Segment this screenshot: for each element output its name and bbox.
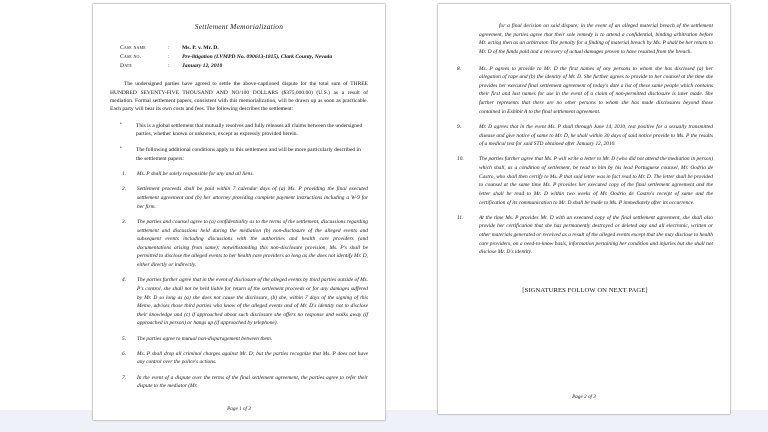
case-caption [120,44,368,71]
item-text: Ms. P agrees to provide to Mr. D the first names of any persons to whom she has disclosed (a) her allegation of rape and (b) the identity of Mr. D. She further agrees to provide to her counsel at the time she provides her executed final settlement agreement of today's date a list of these same people which contains their first and last names for use in the event of a claim of non-permitted disclosure is later made. She further represents that there are no other persons to whom she has made disclosures beyond those contained in Exhibit A to the final settlement agreement. [479,65,713,115]
numbered-list-page-2 [457,65,713,257]
numbered-list-page-1 [110,170,368,390]
numbered-item [457,214,713,257]
caption-label-case-no: Case no. [120,54,142,61]
caption-value-date: January 12, 2010 [182,63,223,70]
item-number: 11. [457,214,464,221]
caption-label-case-name: Case name [120,45,146,51]
item-text: Ms. P shall drop all criminal charges against Mr. D; but the parties recognize that Ms. P does not have any control over the police's actions. [137,350,368,366]
numbered-item [457,155,713,207]
item-number: 7. [122,374,127,381]
item-text: Settlement proceeds shall be paid within 7 calendar days of (a) Ms. P providing the final executed settlement agreement and (b) her attorney providing complete payment instructions including a W-9 for her firm. [137,186,368,210]
caption-row-case-no [120,53,368,62]
item-text: The parties agree to mutual non-disparagement between them. [137,335,273,342]
numbered-item [110,350,368,367]
caption-value-case-no: Pre-litigation (LVMPD No. 090613-1815), Clark County, Nevada [182,54,333,61]
caption-colon-1: : [168,54,170,61]
caption-row-case-name [120,44,368,53]
item-text: At the time Ms. P provides Mr. D with an executed copy of the final settlement agreement, she shall also provide her certification that she has permanently destroyed or deleted any and all electronic, written or other materials generated or received as a result of the alleged events except that she may disclose to health care providers, on a need-to-know basis, information pertaining her condition and injuries but she shall not disclose Mr. D's identity. [479,214,713,256]
item-text: Ms. P shall be solely responsible for any and all liens. [137,171,254,178]
item-number: 9. [457,123,462,130]
bullet-item: • This is a global settlement that mutually resolves and fully releases all claims between the undersigned parties, whether known or unknown, except as expressly provided herein. [110,122,368,139]
left-gutter [0,0,92,432]
item-number: 2. [122,186,127,193]
numbered-item [110,185,368,211]
bullet-item: • The following additional conditions apply to this settlement and will be more particularly described in the settlement papers: [110,146,368,163]
caption-row-date [120,62,368,71]
item-number: 5. [122,335,127,342]
numbered-item [457,65,713,117]
signature-note: [SIGNATURES FOLLOW ON NEXT PAGE] [522,286,648,294]
caption-value-case-name: Ms. P. v. Mr. D. [182,45,219,51]
item-number: 4. [122,277,127,284]
bullet-list [110,122,368,164]
document-page-2[interactable] [438,4,730,414]
page-1-footer: Page 1 of 3 [227,406,251,412]
item-text: Mr. D agrees that in the event Ms. P shall through June 14, 2010, test positive for a sexually transmitted disease and give notice of same to Mr. D, he shall within 30 days of said notice provide to Ms. P the results of a medical test for said STD obtained after January 12, 2010. [479,123,713,148]
item-number: 6. [122,350,127,357]
intro-paragraph: The undersigned parties have agreed to settle the above-captioned dispute for the total sum of THREE HUNDRED SEVENTY-FIVE THOUSAND AND NO/100 DOLLARS ($375,000.00) (U.S.) as a result of mediation. Formal settlement papers, consistent with this memorialization, will be drawn up as soon as practicable. Each party will bear its own costs and fees. The following describes the settlement: [110,81,368,113]
numbered-item [110,170,368,179]
continuation-paragraph: for a final decision on said dispute; in the event of an alleged material breach of the settlement agreement, the parties agree that their sole remedy is to attend a confidential, binding arbitration before Mr. acting then as an arbitrator. The penalty for a finding of material breach by Ms. P shall be her return to Mr. D of the funds paid and a recovery of actual damages proven to have resulted from the breach. [479,23,713,55]
item-number: 10. [457,156,464,163]
document-page-1[interactable] [93,4,385,420]
item-text: The parties further agree that Ms. P will write a letter to Mr. D (who did not attend the mediation in person) which shall, as a condition of settlement, be read to him by his lead Portuguese counsel, Mr. Oodrio de Castro, who shall then certify to Ms. P that said letter was in fact read to Mr. D. The letter shall be provided to counsel at the same time Ms. P provides her executed copy of the final settlement agreement and the letter shall be read to Mr. D within two weeks of Mr. Oodrio de Castro's receipt of same and the certification of its communication to Mr. D shall be made to Ms. P immediately after its occurrence. [479,156,713,206]
item-text: The parties further agree that in the event of disclosure of the alleged events by third parties outside of Ms. P's control, she shall not be held liable for return of the settlement proceeds or for any damages suffered by Mr. D so long as (a) she does not cause the disclosure, (b) she, within 7 days of the signing of this Memo, advises those third parties who know of the alleged events and of Mr. D's identity not to disclose their knowledge and (c) if approached about such disclosure she offers no response and walks away (if approached in person) or hangs up (if approached by telephone). [137,277,368,327]
item-number: 3. [122,218,127,225]
numbered-item [110,335,368,344]
caption-colon-2: : [168,63,170,70]
numbered-item [457,123,713,149]
caption-label-date: Date [120,63,132,70]
page-2-footer: Page 2 of 3 [572,394,596,400]
item-number: 1. [122,171,127,178]
numbered-item [110,276,368,328]
numbered-item [110,218,368,270]
item-number: 8. [457,65,462,72]
numbered-item [110,374,368,391]
item-text: The parties and counsel agree to (a) confidentiality as to the terms of the settlement, discussions regarding settlement and discussions held during the mediation (b) non-disclosure of the alleged events and subsequent events including discussions with the authorities and health care providers (and documentations arising from same); notwithstanding this non-disclosure provision, Ms. P's shall be permitted to disclose the alleged events to her health care providers so long as she does not identify Mr. D, either directly or indirectly. [137,218,368,269]
item-text: In the event of a dispute over the terms of the final settlement agreement, the parties agree to refer their dispute to the mediator (Mr. [137,374,368,390]
caption-colon-0: : [168,45,170,51]
page-title: Settlement Memorialization [194,22,284,31]
